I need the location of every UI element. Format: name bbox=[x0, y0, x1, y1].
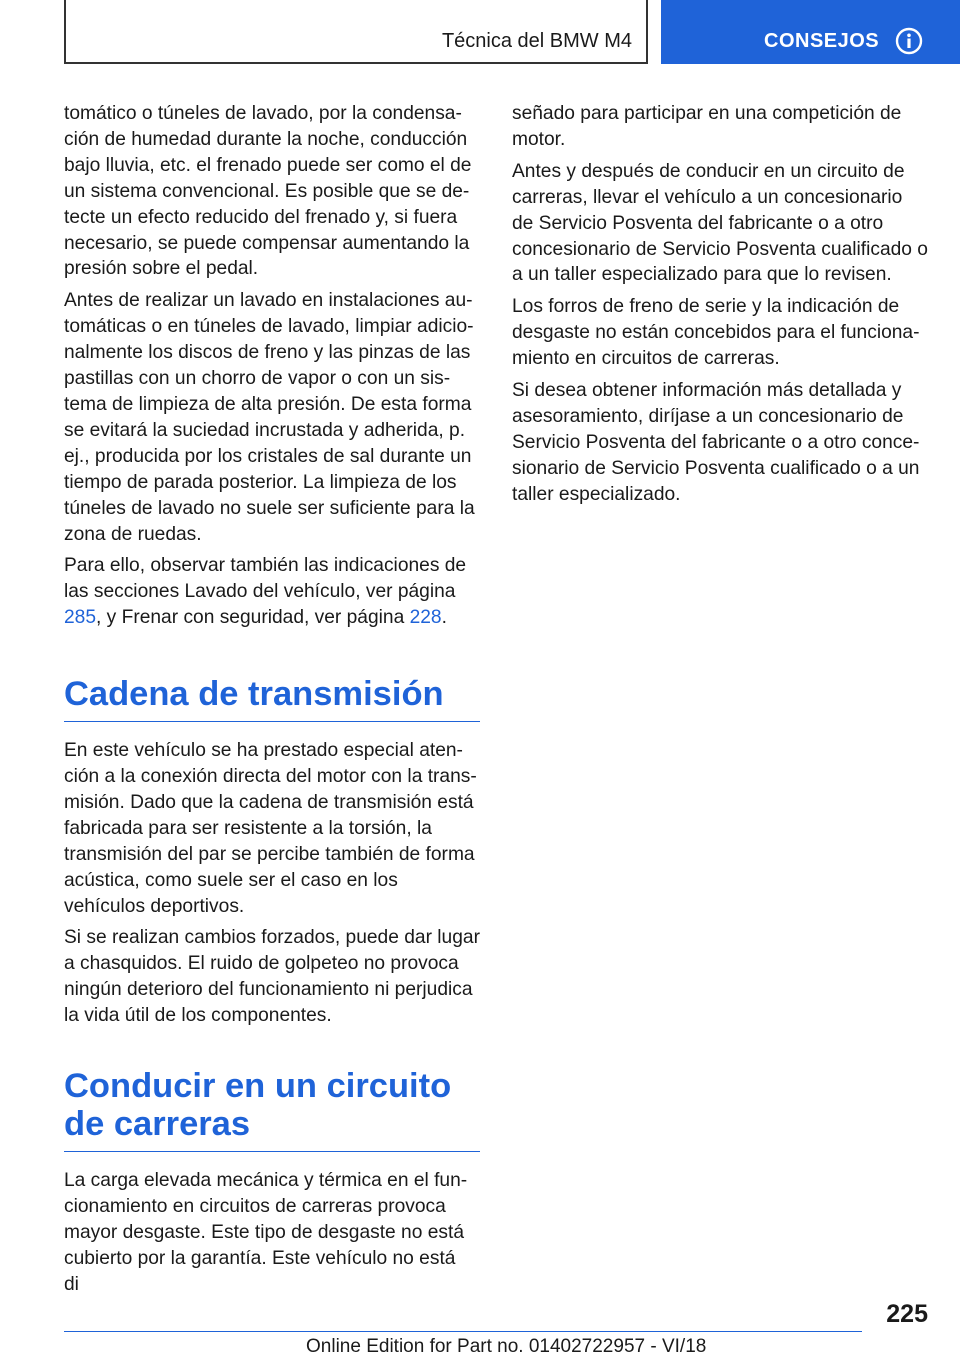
paragraph-with-references bbox=[64, 553, 480, 631]
page-number: 225 bbox=[886, 1300, 928, 1328]
paragraph: En este vehículo se ha prestado especial atención a la conexión directa del motor con la transmisión. Dado que la cadena de transmisión está fabricada para ser resistente a la torsión, la transmisión del par se percibe también de forma acústica, como suele ser el caso en los vehículos deportivos. bbox=[64, 740, 477, 917]
consejos-tab[interactable] bbox=[661, 0, 960, 64]
paragraph: Antes de realizar un lavado en instalaciones automáticas o en túneles de lavado, limpiar adicionalmente los discos de freno y las pinzas de las pastillas con un chorro de vapor o con un sistema de limpieza de alta presión. De esta forma se evitará la suciedad incrustada y adherida, p. ej., producida por los cristales de sal durante un tiempo de parada posterior. La limpieza de los túneles de lavado no suele ser suficiente para la zona de ruedas. bbox=[64, 290, 475, 545]
page-link-228[interactable]: 228 bbox=[409, 607, 442, 629]
section-title-cadena: Cadena de transmisión bbox=[64, 675, 480, 722]
paragraph-text: . bbox=[441, 607, 447, 629]
paragraph: Si se realizan cambios forzados, puede dar lugar a chasquidos. El ruido de golpeteo no provoca ningún deterioro del funcionamiento ni perjudica la vida útil de los componentes. bbox=[64, 927, 480, 1027]
header-title-box bbox=[64, 0, 648, 64]
paragraph: Los forros de freno de serie y la indicación de desgaste no están concebidos para el funcionamiento en circuitos de carreras. bbox=[512, 296, 920, 370]
paragraph: tomático o túneles de lavado, por la condensación de humedad durante la noche, conducción bajo lluvia, etc. el frenado puede ser como el de un sistema convencional. Es posible que se detecte un efecto reducido del frenado y, si fuera necesario, se puede compensar aumentando la presión sobre el pedal. bbox=[64, 103, 472, 280]
footer-edition: Online Edition for Part no. 01402722957 - VI/18 bbox=[306, 1336, 707, 1357]
right-column bbox=[512, 101, 928, 514]
header-title: Técnica del BMW M4 bbox=[441, 30, 632, 52]
paragraph-text: , y Frenar con seguridad, ver página bbox=[96, 607, 410, 629]
page-link-285[interactable]: 285 bbox=[64, 607, 97, 629]
left-column bbox=[64, 101, 480, 1304]
paragraph: señado para participar en una competición de motor. bbox=[512, 103, 902, 150]
paragraph-text: Para ello, observar también las indicaciones de las secciones Lavado del vehículo, ver página bbox=[64, 555, 467, 603]
paragraph: Si desea obtener información más detallada y asesoramiento, diríjase a un concesionario de Servicio Posventa del fabricante o a otro concesionario de Servicio Posventa cualificado o a un taller especializado. bbox=[512, 380, 920, 505]
consejos-tab-label: CONSEJOS bbox=[764, 30, 880, 52]
paragraph: La carga elevada mecánica y térmica en el funcionamiento en circuitos de carreras provoca mayor desgaste. Este tipo de desgaste no está cubierto por la garantía. Este vehículo no está di bbox=[64, 1170, 468, 1295]
info-circle-icon bbox=[895, 27, 923, 55]
paragraph: Antes y después de conducir en un circuito de carreras, llevar el vehículo a un concesionario de Servicio Posventa del fabricante o a otro concesionario de Servicio Posventa cualificado o a un taller especializado para que lo revisen. bbox=[512, 160, 928, 286]
footer-divider bbox=[64, 1331, 862, 1332]
section-title-circuito: Conducir en un circuito de carreras bbox=[64, 1067, 480, 1152]
